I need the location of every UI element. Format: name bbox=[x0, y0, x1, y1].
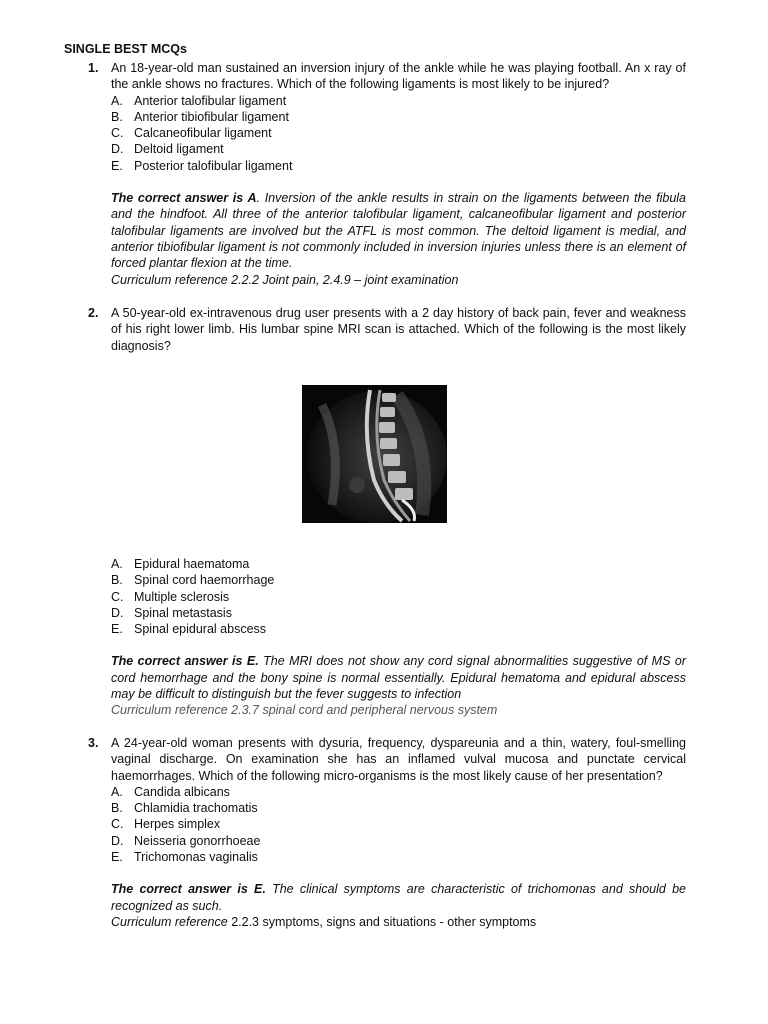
option-d: D. Spinal metastasis bbox=[111, 605, 232, 620]
question-2 bbox=[88, 305, 686, 354]
options-list bbox=[111, 784, 686, 865]
answer-lead: The correct answer is E. bbox=[111, 654, 259, 669]
option-e: E. Posterior talofibular ligament bbox=[111, 158, 293, 173]
option-c: C. Herpes simplex bbox=[111, 817, 221, 832]
answer-explanation bbox=[111, 190, 686, 271]
option-a: A. Candida albicans bbox=[111, 784, 230, 799]
options-list bbox=[111, 556, 686, 637]
answer-body: . Inversion of the ankle results in strain on the ligaments between the fibula and the hindfoot. All three of the anterior talofibular ligament, calcaneofibular ligament and posterior talofibular ligaments are involved but the ATFL is most common. The deltoid ligament is medial, and anterior tibiofibular ligament is not commonly included in inversion injuries unless there is an element of forced plantar flexion at the time. bbox=[111, 191, 686, 271]
answer-lead: The correct answer is A bbox=[111, 191, 257, 206]
option-b: B. Anterior tibiofibular ligament bbox=[111, 109, 289, 124]
answer-explanation bbox=[111, 881, 686, 914]
option-c: C. Calcaneofibular ligament bbox=[111, 126, 272, 141]
question-text: An 18-year-old man sustained an inversion injury of the ankle while he was playing football. An x ray of the ankle shows no fractures. Which of the following ligaments is most likely to be injured? bbox=[111, 61, 686, 92]
answer-body: The MRI does not show any cord signal abnormalities suggestive of MS or cord hemorrhage and the bony spine is normal essentially. Epidural hematoma and epidural abscess may be difficult to distinguish but the fever suggests to infection bbox=[111, 654, 686, 702]
mri-scan-graphic bbox=[302, 385, 447, 523]
answer-explanation bbox=[111, 653, 686, 702]
option-a: A. Epidural haematoma bbox=[111, 557, 250, 571]
question-2-continued bbox=[88, 556, 686, 719]
reference-value: 2.2.3 symptoms, signs and situations - other symptoms bbox=[231, 914, 537, 929]
option-b: B. Chlamidia trachomatis bbox=[111, 801, 258, 816]
option-d: D. Deltoid ligament bbox=[111, 142, 224, 157]
option-d: D. Neisseria gonorrhoeae bbox=[111, 833, 261, 848]
page-heading: SINGLE BEST MCQs bbox=[64, 42, 187, 56]
option-c: C. Multiple sclerosis bbox=[111, 589, 230, 604]
question-number: 2. bbox=[88, 306, 99, 320]
options-list bbox=[111, 93, 686, 174]
curriculum-reference bbox=[111, 914, 686, 930]
answer-body: The clinical symptoms are characteristic of trichomonas and should be recognized as such. bbox=[111, 882, 686, 913]
option-a: A. Anterior talofibular ligament bbox=[111, 93, 287, 108]
curriculum-reference: Curriculum reference 2.2.2 Joint pain, 2.4.9 – joint examination bbox=[111, 272, 459, 287]
lumbar-spine-mri-image bbox=[302, 385, 447, 523]
option-e: E. Trichomonas vaginalis bbox=[111, 850, 258, 865]
reference-label: Curriculum reference bbox=[111, 914, 232, 929]
question-3 bbox=[88, 735, 686, 930]
option-e: E. Spinal epidural abscess bbox=[111, 622, 267, 637]
option-b: B. Spinal cord haemorrhage bbox=[111, 573, 275, 588]
question-number: 1. bbox=[88, 61, 99, 75]
question-text: A 24-year-old woman presents with dysuria, frequency, dyspareunia and a thin, watery, foul-smelling vaginal discharge. On examination she has an inflamed vulval mucosa and punctate cervical haemorrhages. Which of the following micro-organisms is the most likely cause of her presentation? bbox=[111, 736, 686, 783]
question-text: A 50-year-old ex-intravenous drug user presents with a 2 day history of back pain, fever and weakness of his right lower limb. His lumbar spine MRI scan is attached. Which of the following is the most likely diagnosis? bbox=[111, 306, 686, 353]
curriculum-reference: Curriculum reference 2.3.7 spinal cord and peripheral nervous system bbox=[111, 703, 498, 718]
question-number: 3. bbox=[88, 736, 99, 750]
answer-lead: The correct answer is E. bbox=[111, 882, 266, 897]
question-1 bbox=[88, 60, 686, 288]
